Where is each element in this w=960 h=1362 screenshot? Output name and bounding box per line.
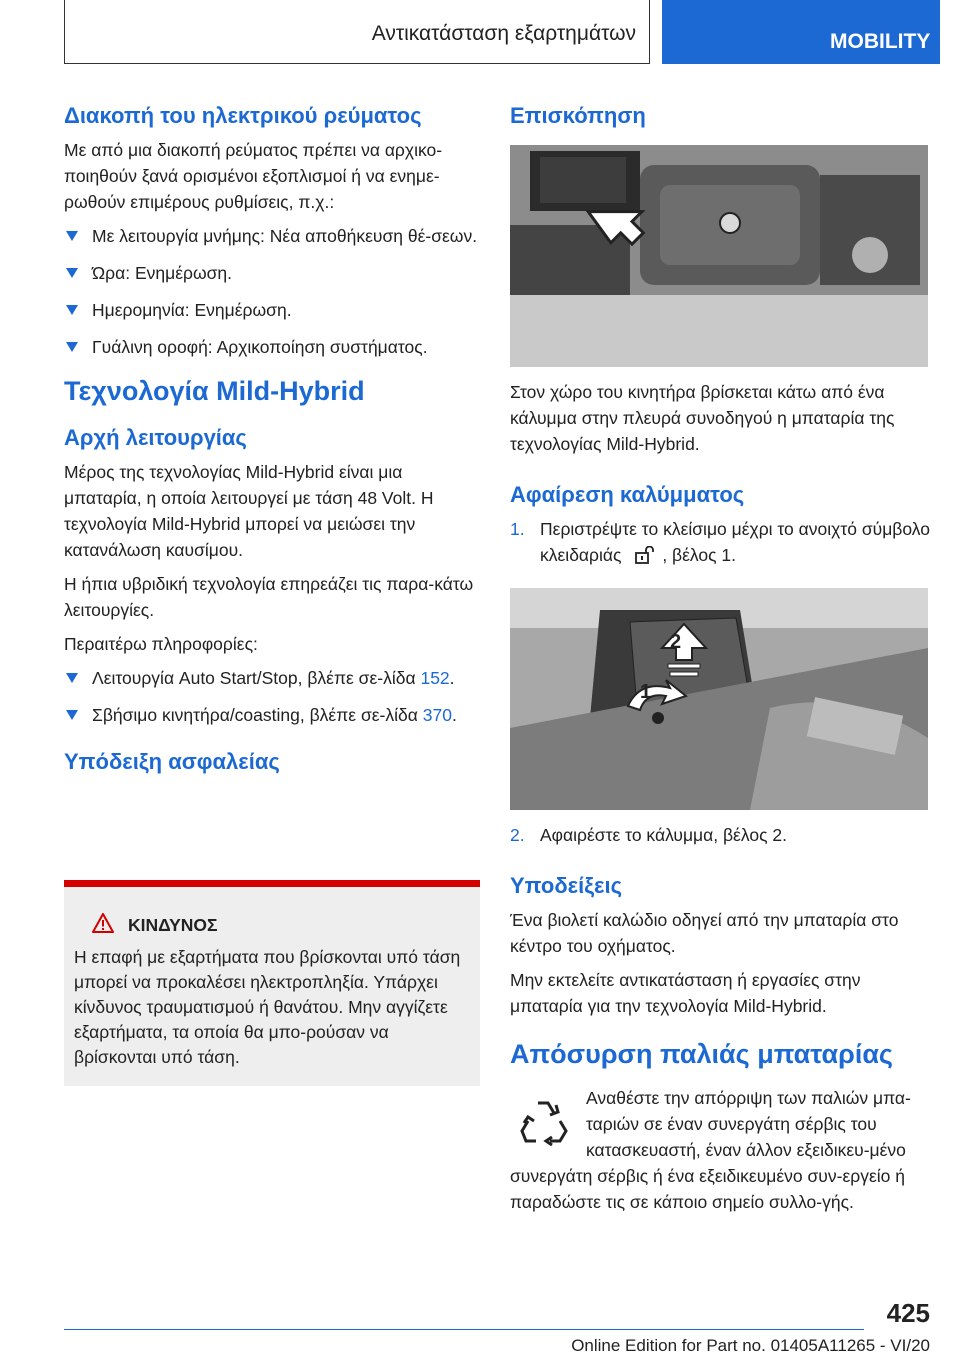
- callout-number-1: 1: [640, 681, 652, 703]
- left-column: [64, 100, 482, 783]
- engine-bay-photo: [510, 145, 928, 367]
- callout-number-2: 2: [670, 631, 682, 653]
- battery-cover-illustration: [510, 588, 928, 810]
- bullet-triangle-icon: [66, 231, 78, 241]
- principle-heading: Αρχή λειτουργίας: [64, 425, 247, 450]
- step-number: 2.: [510, 825, 525, 845]
- bullet-triangle-icon: [66, 710, 78, 720]
- principle-text-2: Η ήπια υβριδική τεχνολογία επηρεάζει τις παρα‐κάτω λειτουργίες.: [64, 574, 474, 620]
- list-item: Ώρα: Ενημέρωση.: [64, 260, 482, 286]
- page-link-152[interactable]: 152: [420, 668, 450, 688]
- bullet-triangle-icon: [66, 342, 78, 352]
- hints-heading: Υποδείξεις: [510, 873, 623, 898]
- footer-rule: [64, 1329, 864, 1330]
- unlock-padlock-icon: [632, 546, 656, 564]
- power-cut-text: Με από μια διακοπή ρεύματος πρέπει να αρχικο‐ποιηθούν ξανά ορισμένοι εξοπλισμοί ή να ενημε‐ρωθούν επιμέρους ρυθμίσεις, π.χ.:: [64, 140, 443, 212]
- more-info-label: Περαιτέρω πληροφορίες:: [64, 634, 258, 654]
- step-number: 1.: [510, 519, 525, 539]
- list-item: Με λειτουργία μνήμης: Νέα αποθήκευση θέ‐σεων.: [64, 223, 482, 249]
- page-link-370[interactable]: 370: [422, 705, 452, 725]
- power-cut-heading: Διακοπή του ηλεκτρικού ρεύματος: [64, 103, 422, 128]
- hint-text-1: Ένα βιολετί καλώδιο οδηγεί από την μπαταρία στο κέντρο του οχήματος.: [510, 910, 899, 956]
- bullet-triangle-icon: [66, 268, 78, 278]
- list-item: Ημερομηνία: Ενημέρωση.: [64, 297, 482, 323]
- overview-heading: Επισκόπηση: [510, 103, 646, 128]
- removal-heading: Αφαίρεση καλύμματος: [510, 482, 745, 507]
- reference-list: [64, 665, 482, 728]
- removal-steps-2: [510, 822, 930, 848]
- removal-steps: [510, 516, 930, 568]
- list-item: Γυάλινη οροφή: Αρχικοποίηση συστήματος.: [64, 334, 482, 360]
- list-item: 2. Αφαιρέστε το κάλυμμα, βέλος 2.: [510, 822, 930, 848]
- mild-hybrid-heading: Τεχνολογία Mild-Hybrid: [64, 376, 365, 406]
- list-item: Λειτουργία Auto Start/Stop, βλέπε σε‐λίδα 152.: [64, 665, 482, 691]
- warning-header: [74, 913, 470, 937]
- recycle-icon: [516, 1095, 572, 1151]
- page-number: 425: [886, 1298, 930, 1328]
- bullet-triangle-icon: [66, 673, 78, 683]
- overview-text: Στον χώρο του κινητήρα βρίσκεται κάτω από ένα κάλυμμα στην πλευρά συνοδηγού η μπαταρία της τεχνολογίας Mild-Hybrid.: [510, 382, 895, 454]
- warning-title: ΚΙΝΔΥΝΟΣ: [128, 915, 218, 935]
- section-tab-mobility[interactable]: MOBILITY: [662, 0, 940, 64]
- engine-bay-illustration: [510, 145, 928, 367]
- power-cut-list: [64, 223, 482, 360]
- bullet-triangle-icon: [66, 305, 78, 315]
- principle-text-1: Μέρος της τεχνολογίας Mild-Hybrid είναι μια μπαταρία, η οποία λειτουργεί με τάση 48 Volt. Η τεχνολογία Mild-Hybrid μπορεί να μειώσει την κατανάλωση καυσίμου.: [64, 462, 434, 560]
- list-item: 1. Περιστρέψτε το κλείσιμο μέχρι το ανοιχτό σύμβολο κλειδαριάς , βέλος 1.: [510, 516, 930, 568]
- disposal-heading: Απόσυρση παλιάς μπαταρίας: [510, 1039, 893, 1069]
- danger-warning-box: [64, 880, 480, 1086]
- disposal-text: Αναθέστε την απόρριψη των παλιών μπα‐ταριών σε έναν συνεργάτη σέρβις του κατασκευαστή, έναν άλλον εξειδικευ‐μένο συνεργάτη σέρβις ή ένα εξειδικευμένο συν‐εργείο ή παραδώστε τις σε κάποιο σημείο συλλο‐γής.: [510, 1088, 911, 1212]
- battery-cover-photo: [510, 588, 928, 810]
- warning-triangle-icon: [92, 913, 114, 933]
- safety-heading: Υπόδειξη ασφαλείας: [64, 749, 280, 774]
- right-column: [510, 100, 930, 1223]
- header-title: Αντικατάσταση εξαρτημάτων: [371, 22, 636, 45]
- footer-edition: Online Edition for Part no. 01405A11265 - VI/20: [571, 1336, 930, 1355]
- hint-text-2: Μην εκτελείτε αντικατάσταση ή εργασίες στην μπαταρία για την τεχνολογία Mild-Hybrid.: [510, 970, 861, 1016]
- warning-text: Η επαφή με εξαρτήματα που βρίσκονται υπό τάση μπορεί να προκαλέσει ηλεκτροπληξία. Υπάρχει κίνδυνος τραυματισμού ή θανάτου. Μην αγγίζετε εξαρτήματα, τα οποία θα μπο‐ρούσαν να βρίσκονται υπό τάση.: [74, 947, 461, 1067]
- list-item: Σβήσιμο κινητήρα/coasting, βλέπε σε‐λίδα 370.: [64, 702, 482, 728]
